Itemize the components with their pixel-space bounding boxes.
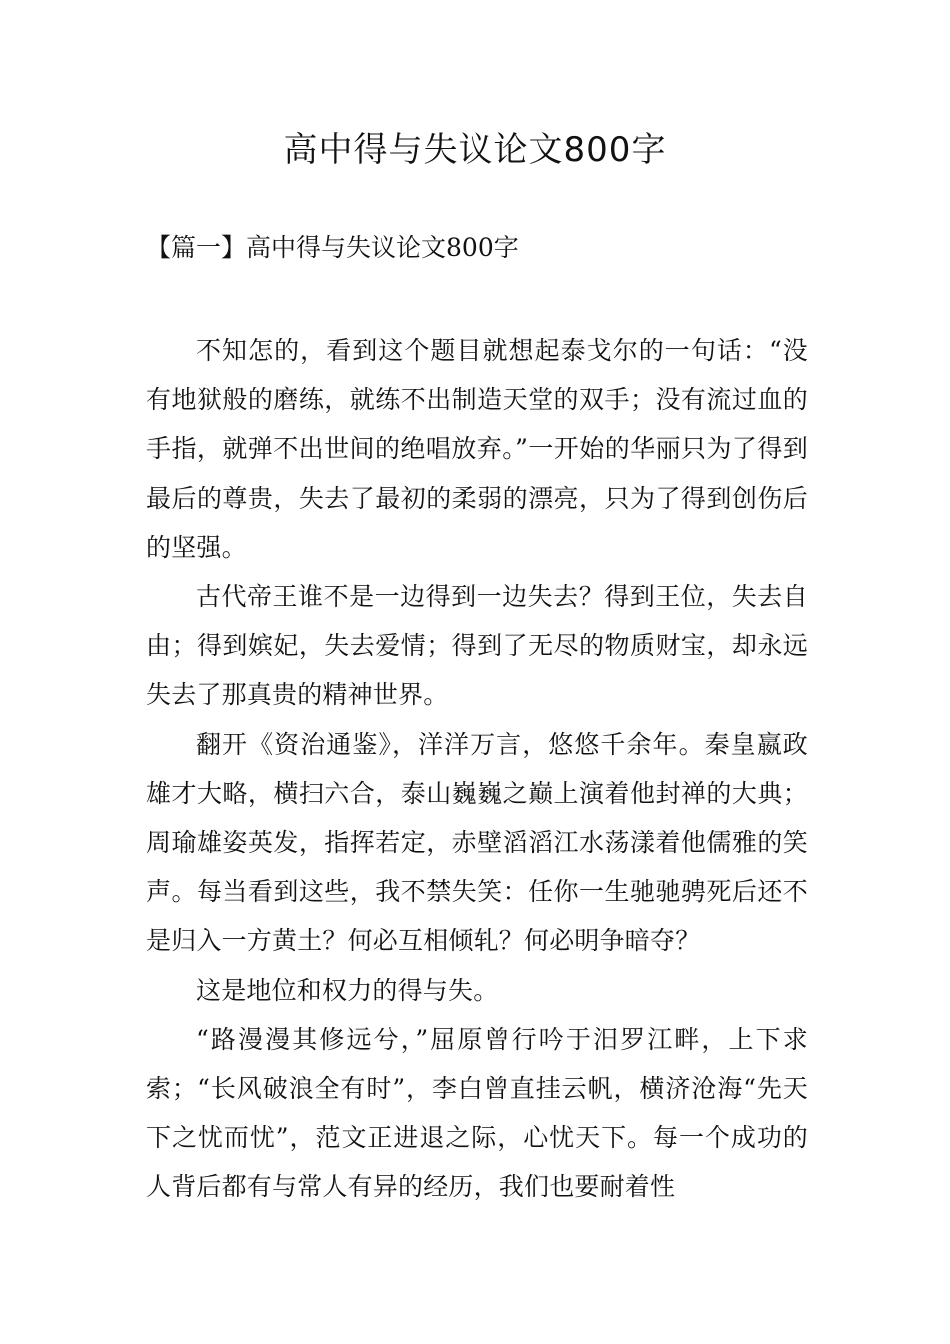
section-heading: 【篇一】高中得与失议论文800字: [146, 233, 519, 262]
paragraph: 翻开《资治通鉴》，洋洋万言，悠悠千余年。秦皇嬴政雄才大略，横扫六合，泰山巍巍之巅上演着他封禅的大典；周瑜雄姿英发，指挥若定，赤壁滔滔江水荡漾着他儒雅的笑声。每当看到这些，我不禁失笑：任你一生驰驰骋死后还不是归入一方黄土？何必互相倾轧？何必明争暗夺？: [146, 729, 808, 956]
document-title: 高中得与失议论文800字: [283, 130, 667, 170]
paragraph: 古代帝王谁不是一边得到一边失去？得到王位，失去自由；得到嫔妃，失去爱情；得到了无尽的物质财宝，却永远失去了那真贵的精神世界。: [146, 582, 808, 710]
paragraph: “路漫漫其修远兮，”屈原曾行吟于汨罗江畔，上下求索；“长风破浪全有时”，李白曾直挂云帆，横济沧海“先天下之忧而忧”，范文正进退之际，心忧天下。每一个成功的人背后都有与常人有异的经历，我们也要耐着性: [146, 1024, 808, 1202]
article-body: [146, 326, 808, 1212]
paragraph: 这是地位和权力的得与失。: [196, 975, 499, 1005]
paragraph: 不知怎的，看到这个题目就想起泰戈尔的一句话：“没有地狱般的磨练，就练不出制造天堂的双手；没有流过血的手指，就弹不出世间的绝唱放弃。”一开始的华丽只为了得到最后的尊贵，失去了最初的柔弱的漂亮，只为了得到创伤后的坚强。: [146, 336, 808, 562]
